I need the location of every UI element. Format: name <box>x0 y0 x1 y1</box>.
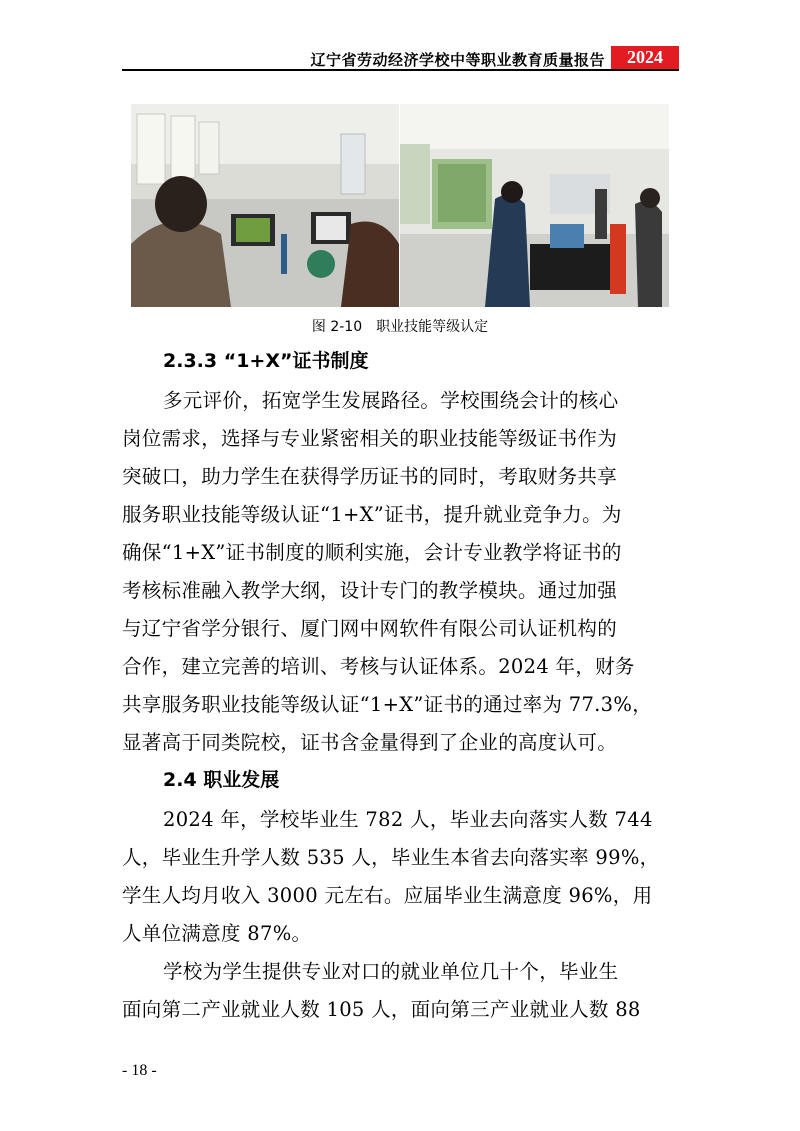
header-divider <box>122 69 679 71</box>
paragraph-line: 确保“1+X”证书制度的顺利实施，会计专业教学将证书的 <box>122 541 622 564</box>
section-heading-2-3-3: 2.3.3 “1+X”证书制度 <box>163 350 369 372</box>
paragraph-line: 2024 年，学校毕业生 782 人，毕业去向落实人数 744 <box>163 808 653 831</box>
page-number: - 18 - <box>122 1062 157 1079</box>
paragraph-line: 人单位满意度 87%。 <box>122 922 312 945</box>
section-heading-2-4: 2.4 职业发展 <box>163 769 280 791</box>
electrical-lab-illustration <box>400 104 669 307</box>
paragraph-line: 考核标准融入教学大纲，设计专门的教学模块。通过加强 <box>122 579 618 602</box>
photo-computer-lab <box>131 104 399 307</box>
paragraph-line: 与辽宁省学分银行、厦门网中网软件有限公司认证机构的 <box>122 617 618 640</box>
paragraph-line: 学生人均月收入 3000 元左右。应届毕业生满意度 96%，用 <box>122 884 653 907</box>
report-year-badge: 2024 <box>611 46 679 69</box>
computer-lab-illustration <box>131 104 399 307</box>
paragraph-line: 服务职业技能等级认证“1+X”证书，提升就业竞争力。为 <box>122 503 622 526</box>
figure-caption: 图 2-10 职业技能等级认定 <box>311 319 489 335</box>
paragraph-line: 学校为学生提供专业对口的就业单位几十个，毕业生 <box>163 960 619 983</box>
paragraph-line: 面向第二产业就业人数 105 人，面向第三产业就业人数 88 <box>122 998 641 1021</box>
paragraph-line: 多元评价，拓宽学生发展路径。学校围绕会计的核心 <box>163 389 619 412</box>
report-header-title: 辽宁省劳动经济学校中等职业教育质量报告 <box>310 51 605 69</box>
paragraph-line: 突破口，助力学生在获得学历证书的同时，考取财务共享 <box>122 465 618 488</box>
paragraph-line: 共享服务职业技能等级认证“1+X”证书的通过率为 77.3%， <box>122 693 653 716</box>
paragraph-line: 合作，建立完善的培训、考核与认证体系。2024 年，财务 <box>122 655 635 678</box>
paragraph-line: 显著高于同类院校，证书含金量得到了企业的高度认可。 <box>122 731 618 754</box>
photo-electrical-lab <box>400 104 669 307</box>
paragraph-line: 岗位需求，选择与专业紧密相关的职业技能等级证书作为 <box>122 427 618 450</box>
paragraph-line: 人，毕业生升学人数 535 人，毕业生本省去向落实率 99%， <box>122 846 660 869</box>
